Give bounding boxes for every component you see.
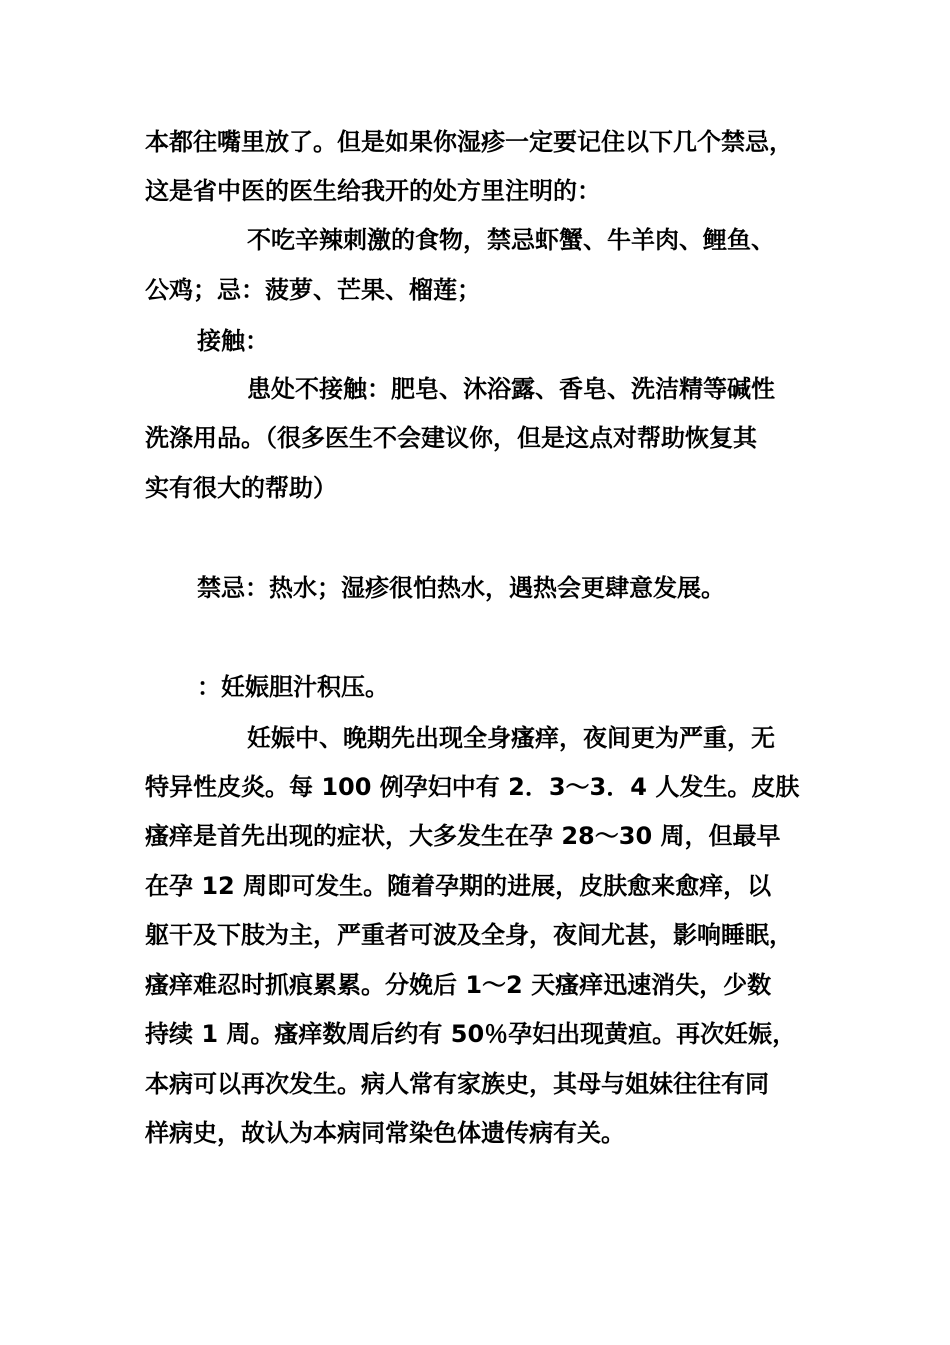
text-line: 本都往嘴里放了。但是如果你湿疹一定要记住以下几个禁忌， [145,128,793,156]
section-heading: 接触： [197,327,269,355]
text-line: 禁忌：热水；湿疹很怕热水，遇热会更肆意发展。 [197,574,725,602]
text-line: 样病史，故认为本病同常染色体遗传病有关。 [145,1119,625,1147]
text-line: 这是省中医的医生给我开的处方里注明的： [145,177,601,205]
text-line: 持续 1 周。瘙痒数周后约有 50％孕妇出现黄疸。再次妊娠， [145,1020,797,1048]
text-line: 妊娠中、晚期先出现全身瘙痒，夜间更为严重，无 [247,724,775,752]
text-line: 实有很大的帮助） [145,474,337,502]
text-line: 躯干及下肢为主，严重者可波及全身，夜间尤甚，影响睡眠， [145,921,793,949]
section-heading: ：妊娠胆汁积压。 [197,673,389,701]
text-line: 不吃辛辣刺激的食物，禁忌虾蟹、牛羊肉、鲤鱼、 [247,226,775,254]
text-line: 特异性皮炎。每 100 例孕妇中有 2．3～3．4 人发生。皮肤 [145,773,800,801]
text-line: 公鸡；忌：菠萝、芒果、榴莲； [145,276,481,304]
text-line: 在孕 12 周即可发生。随着孕期的进展，皮肤愈来愈痒，以 [145,872,772,900]
text-line: 瘙痒难忍时抓痕累累。分娩后 1～2 天瘙痒迅速消失，少数 [145,971,772,999]
text-line: 瘙痒是首先出现的症状，大多发生在孕 28～30 周，但最早 [145,822,781,850]
text-line: 本病可以再次发生。病人常有家族史，其母与姐妹往往有同 [145,1070,769,1098]
text-line: 患处不接触：肥皂、沐浴露、香皂、洗洁精等碱性 [247,375,775,403]
text-line: 洗涤用品。（很多医生不会建议你，但是这点对帮助恢复其 [145,424,757,452]
